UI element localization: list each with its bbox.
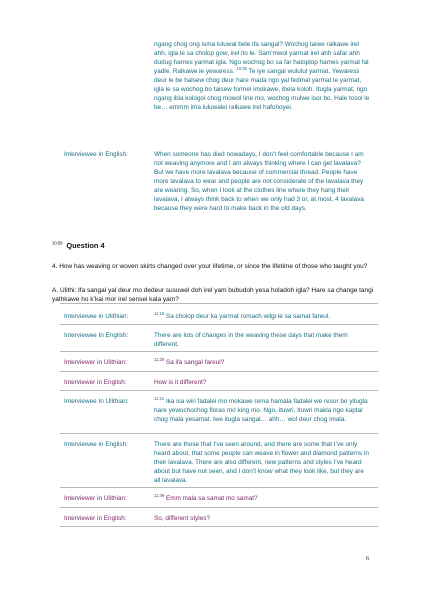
speaker-label: Interviewee In English: (64, 332, 129, 339)
page-number: 6 (366, 555, 370, 562)
timestamp: 10:59 (52, 240, 63, 246)
speaker-label: Interviewee in English: (64, 151, 128, 158)
utterance-text-part: ngang chog ong isma luluwal bele ifa sangal? Wochog taiwe ralkawe irel ahh, igla le sa cholop gow, irel ito le. Sam'mwol yarmat irel ahh safar ahh dudug hames yarmat igla. Ngo wochog bo sa far hatoplop hames yarmat fal yadle. Ralkawe le yewaress. (154, 41, 369, 75)
timestamp: 10:35 (236, 65, 247, 71)
row-divider (60, 507, 378, 508)
utterance-text: $^{11:29}$ Sa ifa sangal fareul? (154, 356, 225, 366)
timestamp: 11:16 (154, 310, 165, 316)
utterance-text: How is it different? (154, 379, 207, 386)
row-divider (60, 433, 378, 434)
utterance-text: There are lots of changes in the weaving these days that make them different. (154, 332, 348, 348)
timestamp: 11:29 (154, 356, 165, 362)
speaker-label: Interviewer in Ulithian: (64, 359, 127, 366)
question-english: 4. How has weaving or woven skirts changed over your lifetime, or since the lifetime of those who taught you? (52, 263, 368, 270)
speaker-label: Interviewee in Ulithian: (64, 313, 129, 320)
row-divider (60, 371, 378, 372)
utterance-text: There are those that I’ve seen around, and there are some that I’ve only heard about, that some people can weave in flower and diamond patterns in their lavalava. There are also different, new patterns and styles I’ve heard about but have not seen, and I don’t know what they look like, but they are all lavalava. (154, 441, 369, 484)
question-title: Question 4 (66, 241, 105, 250)
speaker-label: Interviewee in English: (64, 441, 128, 448)
speaker-label: Interviewer in English: (64, 379, 127, 386)
utterance-text: So, different styles? (154, 515, 211, 522)
row-divider (60, 390, 378, 391)
utterance-text: When someone has died nowadays, I don’t feel comfortable because I am not weaving anymore and I am always thinking where I can get lavalava? But we have more lavalava because of commercial thread. People have more lavalava to wear and people are not considerate of the lavalava they are wearing. So, when I look at the clothes line where they hang their lavalava, I always think back to when we only had 3 or, at most, 4 lavalava because they were hard to make back in the old days. (154, 151, 364, 212)
utterance-continued (154, 40, 372, 112)
speaker-label: Interviewer in English: (64, 515, 127, 522)
question-heading (52, 241, 105, 250)
speaker-label: Interviewee In Ulithian: (64, 398, 129, 405)
speaker-label: Interviewer in Ulithian: (64, 495, 127, 502)
timestamp: 11:49 (154, 492, 165, 498)
question-ulithian: A. Ulithi: Ifa sangal yal deur mo dedeur susuwel doh irel yam bubudoh yesa holadoh igla? Hare sa change tangi yathkawe ho k’kai mor irel sensei kala yam? (52, 287, 374, 303)
row-divider (60, 351, 378, 352)
utterance-text: $^{11:16}$ Sa cholop deur ka yarmat romach wilgi le sa samat fareul. (154, 310, 331, 320)
row-divider (60, 324, 378, 325)
timestamp: 11:31 (154, 395, 165, 401)
utterance-text-part: Te iye sangal wululul yarmat. Yewaress deur le be halsew chog deur hare mada ngo yal fedmal yarmat le yarmat, igla le sa wochog bo taisew formel imokawe, ibela koloh. Itugla yarmat, ngo ngang ibla kologoi chog mowol line mo, wochog mulwe isor bo, Hale tosol le be… emmm ima luluwalei ralkawe irel hafohoyei. (154, 68, 370, 111)
row-divider (60, 487, 378, 488)
utterance-text: $^{11:31}$ Ika isa wiri fadalei mo mokawe rema hamala fadalei we resor bo yitugla hare yewochochog floras mo king mo. Ngo, ituwri, Ituwri makla ngo kaptal chog mala yesamat. Iwe itugla sangal… ahh… wol deur chog imala. (154, 395, 368, 423)
row-divider (60, 526, 378, 527)
utterance-text: $^{11:49}$ Emm mala sa samat mo samat? (154, 492, 258, 502)
row-divider (60, 303, 378, 304)
